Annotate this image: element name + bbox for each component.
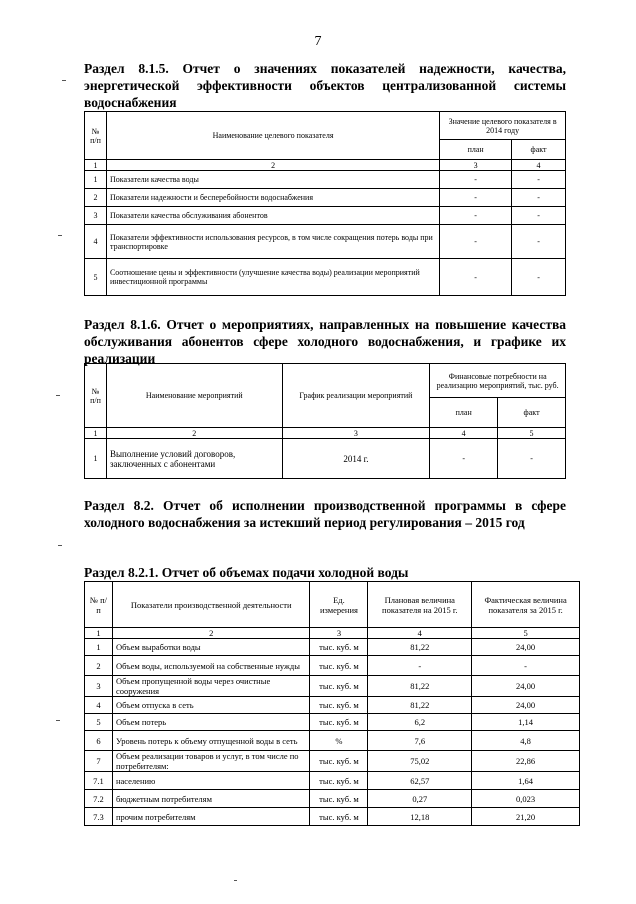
colnum: 4 [512, 160, 566, 171]
row-unit: тыс. куб. м [310, 639, 368, 656]
row-schedule: 2014 г. [282, 439, 430, 479]
table-row [85, 225, 566, 259]
table-row [85, 207, 566, 225]
row-num: 6 [85, 731, 113, 751]
table-8-2-1 [84, 581, 580, 826]
row-unit: тыс. куб. м [310, 676, 368, 697]
table-row [85, 656, 580, 676]
col-plan-header: план [430, 398, 498, 428]
row-fact: 24,00 [472, 676, 580, 697]
col-name-header: Наименование целевого показателя [106, 112, 439, 160]
row-plan: - [368, 656, 472, 676]
row-fact: - [512, 225, 566, 259]
row-name: Выполнение условий договоров, заключенных с абонентами [106, 439, 282, 479]
column-number-row [85, 428, 566, 439]
scan-mark [58, 235, 62, 236]
row-name: Объем воды, используемой на собственные нужды [112, 656, 310, 676]
row-plan: - [440, 259, 512, 296]
row-plan: - [440, 189, 512, 207]
row-fact: 24,00 [472, 639, 580, 656]
row-num: 4 [85, 697, 113, 714]
row-plan: 75,02 [368, 751, 472, 772]
row-fact: - [472, 656, 580, 676]
colnum: 2 [112, 628, 310, 639]
row-fact: - [512, 189, 566, 207]
col-name-header: Наименование мероприятий [106, 364, 282, 428]
row-name: прочим потребителям [112, 808, 310, 826]
row-fact: 21,20 [472, 808, 580, 826]
row-num: 1 [85, 171, 107, 189]
row-name: населению [112, 772, 310, 790]
col-num-header: № п/п [85, 364, 107, 428]
table-row [85, 731, 580, 751]
table-row [85, 714, 580, 731]
table-row [85, 772, 580, 790]
row-num: 7.3 [85, 808, 113, 826]
col-fact-header: факт [512, 140, 566, 160]
row-fact: 22,86 [472, 751, 580, 772]
col-schedule-header: График реализации мероприятий [282, 364, 430, 428]
row-plan: - [430, 439, 498, 479]
column-number-row [85, 628, 580, 639]
row-unit: тыс. куб. м [310, 751, 368, 772]
row-fact: - [512, 171, 566, 189]
table-row [85, 171, 566, 189]
row-name: Объем пропущенной воды через очистные сооружения [112, 676, 310, 697]
scan-mark [56, 395, 60, 396]
row-num: 3 [85, 676, 113, 697]
row-plan: 7,6 [368, 731, 472, 751]
row-name: Объем потерь [112, 714, 310, 731]
row-plan: - [440, 207, 512, 225]
colnum: 5 [472, 628, 580, 639]
table-row [85, 676, 580, 697]
row-plan: 81,22 [368, 676, 472, 697]
table-row [85, 259, 566, 296]
row-num: 5 [85, 714, 113, 731]
colnum: 1 [85, 160, 107, 171]
colnum: 1 [85, 428, 107, 439]
row-num: 7.1 [85, 772, 113, 790]
row-plan: 62,57 [368, 772, 472, 790]
row-fact: 1,14 [472, 714, 580, 731]
scan-mark [56, 720, 60, 721]
section-8-2-title: Раздел 8.2. Отчет об исполнении производственной программы в сфере холодного водоснабжения за истекший период регулирования – 2015 год [84, 498, 566, 530]
row-plan: 12,18 [368, 808, 472, 826]
colnum: 4 [368, 628, 472, 639]
row-unit: тыс. куб. м [310, 697, 368, 714]
table-row [85, 189, 566, 207]
row-name: Показатели эффективности использования ресурсов, в том числе сокращения потерь воды при транспортировке [106, 225, 439, 259]
row-fact: 0,023 [472, 790, 580, 808]
scan-mark [234, 880, 237, 881]
col-num-header: № п/п [85, 112, 107, 160]
row-plan: - [440, 171, 512, 189]
row-name: Показатели надежности и бесперебойности водоснабжения [106, 189, 439, 207]
row-name: бюджетным потребителям [112, 790, 310, 808]
table-row [85, 790, 580, 808]
row-fact: - [498, 439, 566, 479]
row-unit: тыс. куб. м [310, 808, 368, 826]
row-plan: 6,2 [368, 714, 472, 731]
table-row [85, 439, 566, 479]
colnum: 5 [498, 428, 566, 439]
row-fact: 24,00 [472, 697, 580, 714]
colnum: 1 [85, 628, 113, 639]
colnum: 3 [440, 160, 512, 171]
row-num: 1 [85, 439, 107, 479]
row-plan: 0,27 [368, 790, 472, 808]
row-name: Показатели качества обслуживания абонентов [106, 207, 439, 225]
col-plan-header: Плановая величина показателя на 2015 г. [368, 582, 472, 628]
row-plan: 81,22 [368, 697, 472, 714]
row-fact: - [512, 259, 566, 296]
row-unit: тыс. куб. м [310, 656, 368, 676]
table-8-1-6 [84, 363, 566, 479]
colnum: 3 [282, 428, 430, 439]
row-fact: - [512, 207, 566, 225]
row-plan: 81,22 [368, 639, 472, 656]
scan-mark [58, 545, 62, 546]
table-row [85, 808, 580, 826]
row-fact: 4,8 [472, 731, 580, 751]
row-num: 3 [85, 207, 107, 225]
colnum: 2 [106, 160, 439, 171]
row-unit: тыс. куб. м [310, 772, 368, 790]
page-number: 7 [314, 34, 322, 49]
row-num: 7 [85, 751, 113, 772]
row-name: Объем отпуска в сеть [112, 697, 310, 714]
section-8-1-5-title: Раздел 8.1.5. Отчет о значениях показателей надежности, качества, энергетической эффективности объектов централизованной системы водоснабжения [84, 61, 566, 110]
row-num: 1 [85, 639, 113, 656]
row-name: Объем реализации товаров и услуг, в том числе по потребителям: [112, 751, 310, 772]
row-name: Показатели качества воды [106, 171, 439, 189]
table-row [85, 697, 580, 714]
col-finance-header: Финансовые потребности на реализацию мероприятий, тыс. руб. [430, 364, 566, 398]
col-plan-header: план [440, 140, 512, 160]
row-num: 2 [85, 656, 113, 676]
row-num: 7.2 [85, 790, 113, 808]
colnum: 4 [430, 428, 498, 439]
col-unit-header: Ед. измерения [310, 582, 368, 628]
table-row [85, 639, 580, 656]
row-name: Соотношение цены и эффективности (улучшение качества воды) реализации мероприятий инвестиционной программы [106, 259, 439, 296]
col-fact-header: факт [498, 398, 566, 428]
row-name: Уровень потерь к объему отпущенной воды в сеть [112, 731, 310, 751]
table-8-1-5 [84, 111, 566, 296]
table-row [85, 751, 580, 772]
column-number-row [85, 160, 566, 171]
col-target-header: Значение целевого показателя в 2014 году [440, 112, 566, 140]
col-fact-header: Фактическая величина показателя за 2015 г. [472, 582, 580, 628]
section-8-2-1-title: Раздел 8.2.1. Отчет об объемах подачи холодной воды [84, 565, 409, 580]
row-num: 4 [85, 225, 107, 259]
row-name: Объем выработки воды [112, 639, 310, 656]
scan-mark [62, 80, 66, 81]
colnum: 3 [310, 628, 368, 639]
row-plan: - [440, 225, 512, 259]
row-unit: тыс. куб. м [310, 790, 368, 808]
row-num: 5 [85, 259, 107, 296]
section-8-1-6-title: Раздел 8.1.6. Отчет о мероприятиях, направленных на повышение качества обслуживания абонентов сфере холодного водоснабжения, и графике их реализации [84, 317, 566, 366]
row-num: 2 [85, 189, 107, 207]
col-name-header: Показатели производственной деятельности [112, 582, 310, 628]
row-fact: 1,64 [472, 772, 580, 790]
colnum: 2 [106, 428, 282, 439]
row-unit: тыс. куб. м [310, 714, 368, 731]
col-num-header: № п/п [85, 582, 113, 628]
row-unit: % [310, 731, 368, 751]
